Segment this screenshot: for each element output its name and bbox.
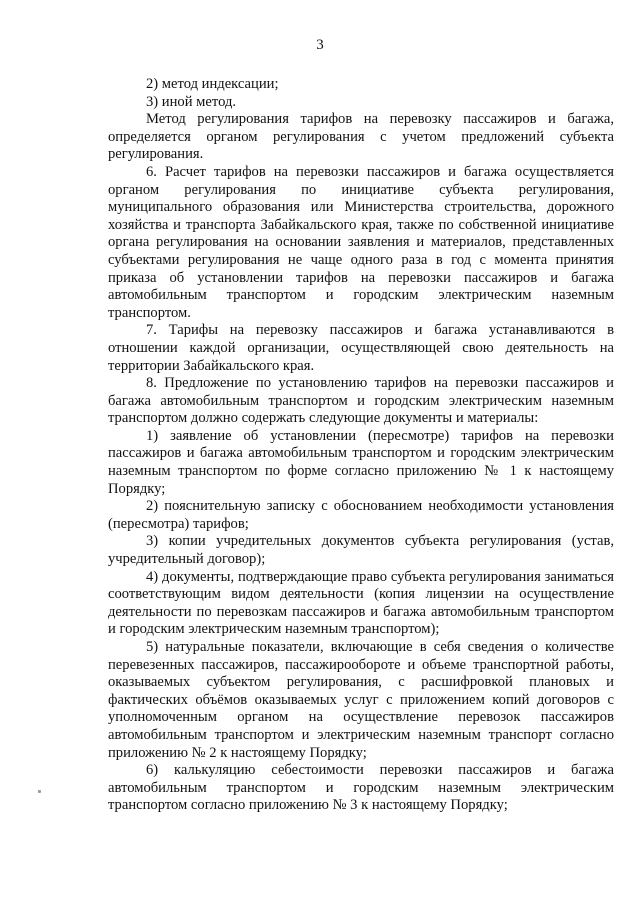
- paragraph-section-7: 7. Тарифы на перевозку пассажиров и багажа устанавливаются в отношении каждой организации, осуществляющей свою деятельность на территории Забайкальского края.: [108, 322, 614, 374]
- scan-speck: [38, 790, 41, 793]
- page-number: 3: [316, 37, 324, 53]
- list-item-license-documents: 4) документы, подтверждающие право субъекта регулирования заниматься соответствующим видом деятельности (копия лицензии на осуществление деятельности по перевозкам пассажиров и багажа автомобильным транспортом и городским электрическим наземным транспортом);: [108, 568, 614, 638]
- list-item-cost-calculation: 6) калькуляцию себестоимости перевозки пассажиров и багажа автомобильным транспортом и городским наземным электрическим транспортом согласно приложению № 3 к настоящему Порядку;: [108, 762, 614, 814]
- list-item-application: 1) заявление об установлении (пересмотре) тарифов на перевозки пассажиров и багажа автомобильным транспортом и городским электрическим наземным транспортом по форме согласно приложению № 1 к настоящему Порядку;: [108, 427, 614, 497]
- list-item-indexation-method: 2) метод индексации;: [146, 76, 279, 92]
- paragraph-section-8: 8. Предложение по установлению тарифов на перевозки пассажиров и багажа автомобильным транспортом и городским электрическим наземным транспортом должно содержать следующие документы и материалы:: [108, 375, 614, 427]
- list-item-other-method: 3) иной метод.: [146, 93, 237, 110]
- paragraph-regulation-method: Метод регулирования тарифов на перевозку пассажиров и багажа, определяется органом регулирования с учетом предложений субъекта регулирования.: [108, 111, 614, 163]
- paragraph-section-6: 6. Расчет тарифов на перевозки пассажиров и багажа осуществляется органом регулирования по инициативе субъекта регулирования, муниципального образования или Министерства строительства, дорожного хозяйства и транспорта Забайкальского края, также по собственной инициативе органа регулирования на основании заявления и материалов, представленных субъектами регулирования не чаще одного раза в год с момента принятия приказа об установлении тарифов на перевозки пассажиров и багажа автомобильным транспортом и городским электрическим наземным транспортом.: [108, 163, 614, 321]
- list-item-founding-documents: 3) копии учредительных документов субъекта регулирования (устав, учредительный договор);: [108, 533, 614, 568]
- list-item-natural-indicators: 5) натуральные показатели, включающие в себя сведения о количестве перевезенных пассажиров, пассажирообороте и объеме транспортной работы, оказываемых субъектом регулирования, с расшифровкой плановых и фактических объёмов оказываемых услуг с приложением копий договоров с уполномоченным органом на осуществление перевозок пассажиров автомобильным транспортом и электрическим наземным транспорт согласно приложению № 2 к настоящему Порядку;: [108, 639, 614, 761]
- document-body: [108, 76, 614, 815]
- list-item-explanatory-note: 2) пояснительную записку с обоснованием необходимости установления (пересмотра) тарифов;: [108, 498, 614, 532]
